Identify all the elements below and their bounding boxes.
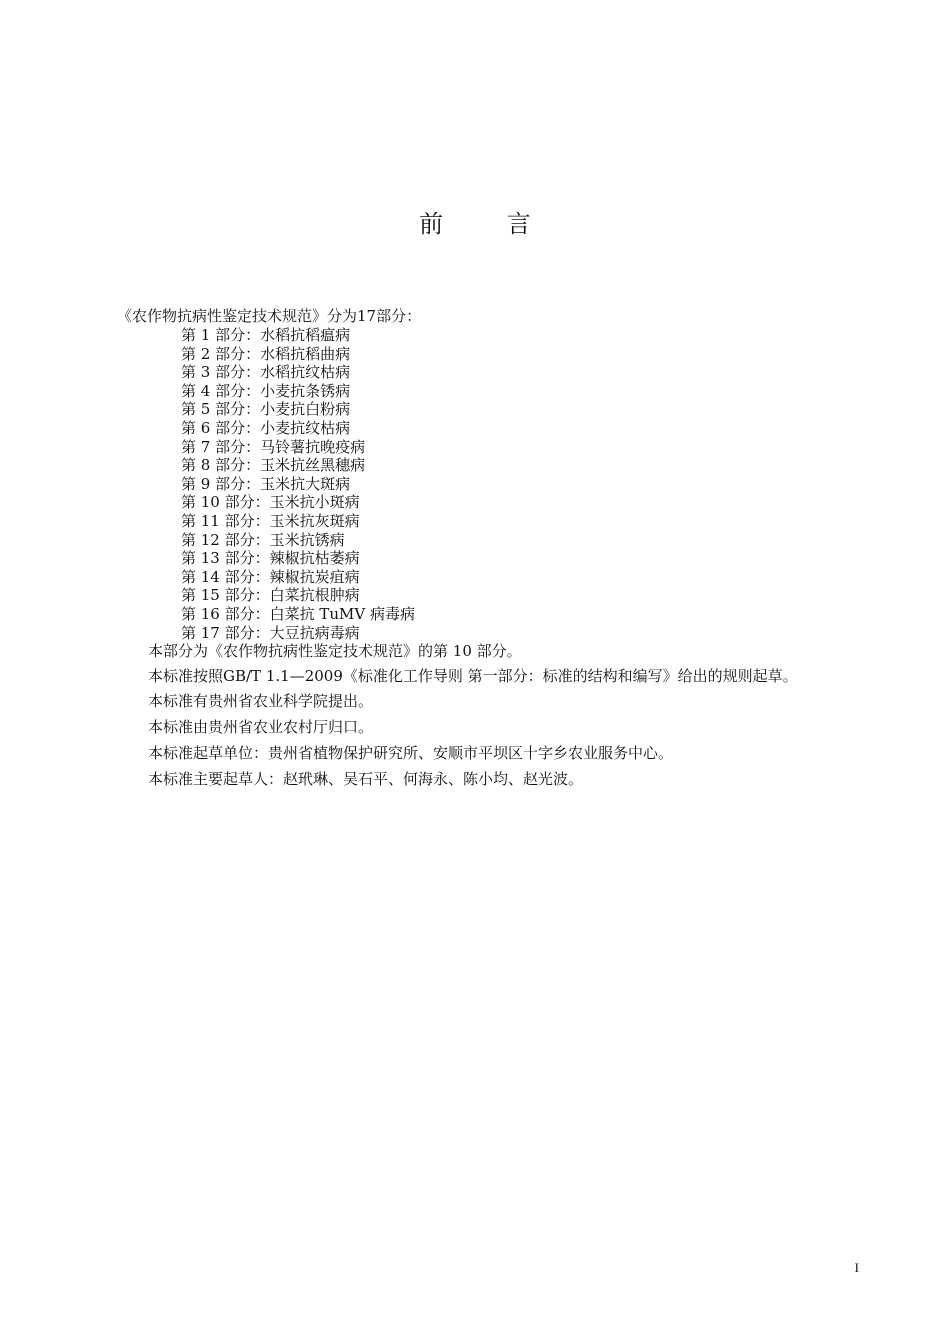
parts-list — [181, 326, 415, 642]
paragraph-drafters: 本标准主要起草人：赵玳琳、吴石平、何海永、陈小均、赵光波。 — [148, 769, 584, 788]
paragraph-proposer: 本标准有贵州省农业科学院提出。 — [148, 692, 374, 711]
page-title: 前 言 — [419, 210, 559, 238]
list-item: 第 13 部分：辣椒抗枯萎病 — [181, 549, 360, 568]
preface-paragraphs — [148, 642, 798, 796]
paragraph-part-statement: 本部分为《农作物抗病性鉴定技术规范》的第 10 部分。 — [148, 642, 522, 660]
list-item: 第 9 部分：玉米抗大斑病 — [181, 474, 351, 493]
list-item: 第 12 部分：玉米抗锈病 — [181, 530, 345, 549]
intro-line: 《农作物抗病性鉴定技术规范》分为17部分： — [117, 307, 422, 325]
list-item: 第 16 部分：白菜抗 TuMV 病毒病 — [181, 604, 416, 623]
list-item: 第 5 部分：小麦抗白粉病 — [181, 400, 351, 419]
list-item: 第 14 部分：辣椒抗炭疽病 — [181, 567, 360, 586]
list-item: 第 2 部分：水稻抗稻曲病 — [181, 344, 351, 363]
list-item: 第 1 部分：水稻抗稻瘟病 — [181, 326, 351, 344]
list-item: 第 17 部分：大豆抗病毒病 — [181, 623, 360, 642]
list-item: 第 11 部分：玉米抗灰斑病 — [181, 511, 360, 530]
list-item: 第 7 部分：马铃薯抗晚疫病 — [181, 437, 366, 456]
list-item: 第 3 部分：水稻抗纹枯病 — [181, 363, 351, 382]
paragraph-drafting-rules: 本标准按照GB/T 1.1—2009《标准化工作导则 第一部分：标准的结构和编写》给出的规则起草。 — [148, 666, 798, 685]
list-item: 第 6 部分：小麦抗纹枯病 — [181, 418, 351, 437]
page-number: I — [854, 1260, 859, 1275]
paragraph-drafting-units: 本标准起草单位：贵州省植物保护研究所、安顺市平坝区十字乡农业服务中心。 — [148, 743, 674, 762]
list-item: 第 15 部分：白菜抗根肿病 — [181, 586, 360, 605]
list-item: 第 4 部分：小麦抗条锈病 — [181, 381, 351, 400]
list-item: 第 10 部分：玉米抗小斑病 — [181, 493, 360, 512]
list-item: 第 8 部分：玉米抗丝黑穗病 — [181, 456, 366, 475]
paragraph-administrator: 本标准由贵州省农业农村厅归口。 — [148, 718, 374, 737]
